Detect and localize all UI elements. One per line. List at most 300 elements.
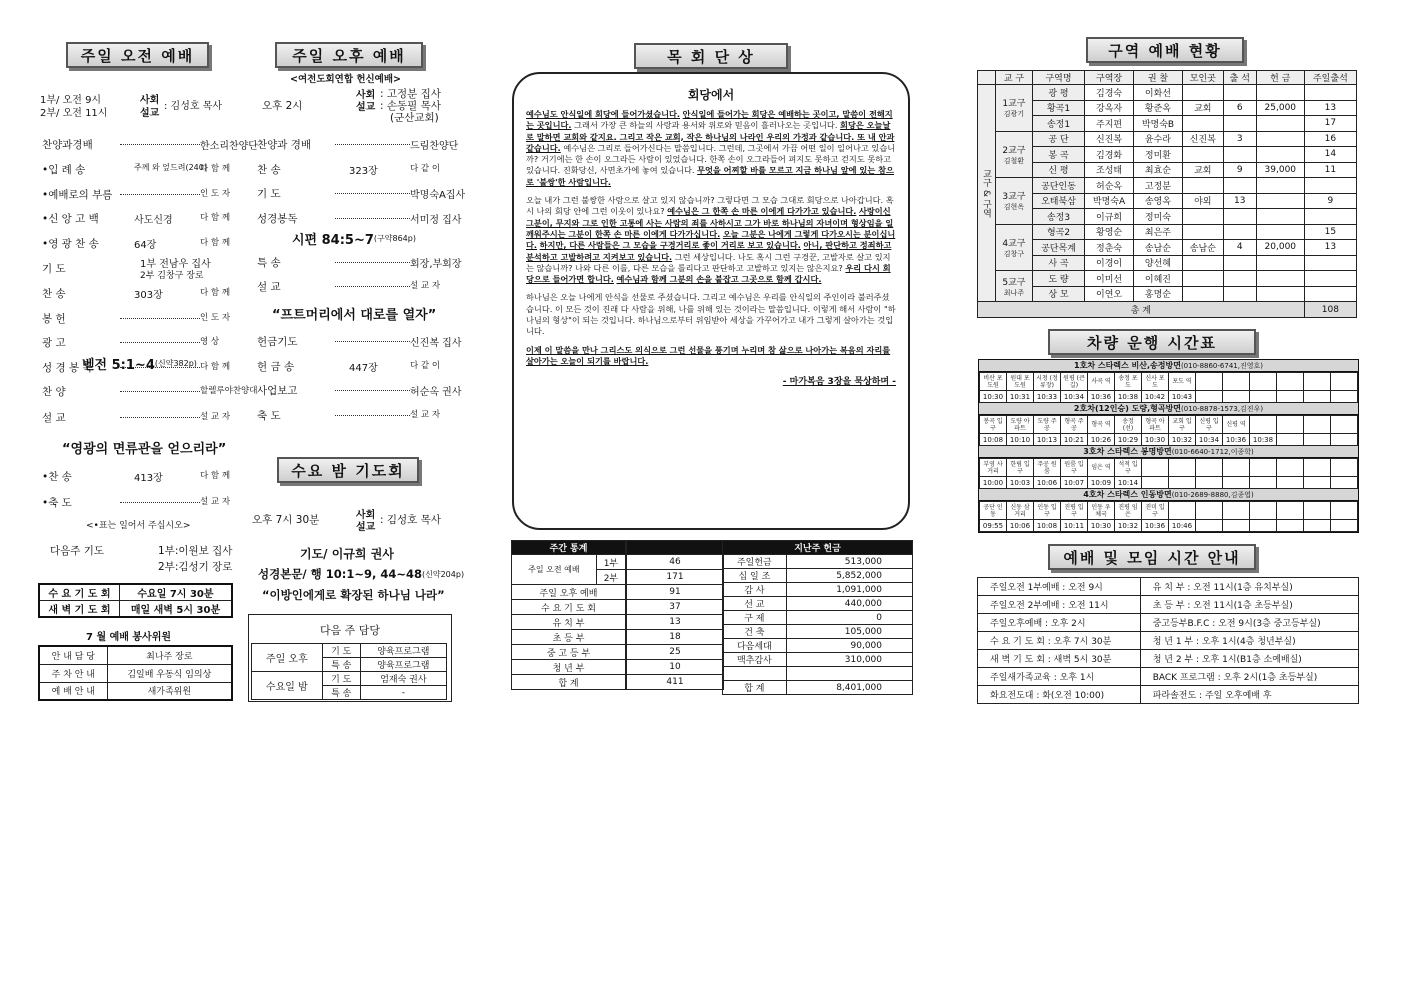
service-item-label: 찬 양 [42, 386, 66, 398]
stats-sub: 2부 [596, 570, 625, 585]
bus-time: 10:43 [1169, 391, 1196, 403]
district-cell: 광 평 [1032, 85, 1084, 101]
bus-time: 10:03 [1007, 477, 1034, 489]
bus-route-driver: (010-2689-8880,김종엽) [1171, 491, 1254, 499]
service-item-label: 특 송 [257, 257, 281, 269]
bus-stop: 형곡 아파트 [1142, 416, 1169, 434]
district-group-leader: 김철환 [1003, 156, 1025, 165]
column-sentence: 예수님도 안식일에 회당에 들어가셨습니다. [526, 109, 681, 119]
bus-schedule [978, 359, 1359, 533]
bus-route-name: 4호차 스타렉스 인동방면 [1083, 490, 1172, 499]
bus-stop: 부영 사거리 [980, 459, 1007, 477]
district-cell [1223, 271, 1256, 287]
district-row [978, 224, 1357, 240]
bus-time-empty [1250, 477, 1277, 489]
district-cell: 최효순 [1134, 162, 1183, 178]
schedule-item: 청 년 1 부 : 오후 1시(4층 청년부실) [1140, 632, 1358, 650]
service-item-person: 다 함 께 [200, 471, 231, 481]
district-cell [1304, 286, 1356, 302]
district-title: 구역 예배 현황 [1086, 37, 1244, 63]
district-group-name: 1교구 [1002, 99, 1026, 110]
bus-time-empty [1142, 477, 1169, 489]
offering-row [723, 653, 913, 667]
leader-dots [120, 194, 200, 195]
service-item-person: 다 함 께 [200, 163, 231, 174]
district-header: 구역명 [1032, 71, 1084, 85]
bus-time: 10:32 [1169, 434, 1196, 446]
bus-time-empty [1331, 434, 1358, 446]
column-sentence: 안식일에 들어가는 회당은 예배하는 곳이고, 말씀이 전해지는 곳입니다. [526, 109, 893, 131]
bus-time: 10:30 [980, 391, 1007, 403]
district-cell [1182, 85, 1223, 101]
stats-row [512, 615, 626, 630]
bus-stop: 진평 입구 [1061, 502, 1088, 520]
column-sentence: 예수님은 그리로 들어가신다는 말씀입니다. 그런데, 그곳에서 가끔 어떤 일이 일어나고 있습니까? 거기에는 한 손이 오그라든 사람이 있었습니다. 한쪽 손이 오그라들어 펴지도 못하고 걷지도 못하고 있습니다. 진화당신, 사면초가에 놓여 있습니다. [526, 142, 896, 176]
district-header: 모인곳 [1182, 71, 1223, 85]
service-item-detail: 447장 [349, 362, 378, 374]
service-item-label: 설 교 [257, 281, 281, 293]
service-item-person: 신진복 집사 [410, 338, 462, 349]
district-cell [1256, 286, 1304, 302]
wednesday-title: 수요 밤 기도회 [277, 457, 419, 483]
bus-stop: 임은 역 [1088, 459, 1115, 477]
pm-leader-label-2: 설교 [356, 102, 376, 113]
district-cell [1256, 224, 1304, 240]
column-sentence: 그리고 예수님은 우리를 안식일의 주인이라 불러주셨습니다. [526, 292, 890, 314]
bus-times-row [980, 477, 1358, 489]
service-item-person: 인 도 자 [200, 188, 231, 199]
leader-dots [335, 390, 410, 391]
stats-value-row [627, 585, 724, 600]
district-row [978, 147, 1357, 163]
offering-amount: 90,000 [786, 639, 912, 653]
bus-time-empty [1304, 391, 1331, 403]
district-row [978, 178, 1357, 194]
bus-stop-empty [1250, 373, 1277, 391]
service-item-label: 기 도 [257, 188, 281, 200]
bus-route-header [979, 360, 1358, 372]
bus-time: 10:31 [1007, 391, 1034, 403]
bus-stop: 교회 입구 [1169, 416, 1196, 434]
offering-amount: 105,000 [786, 625, 912, 639]
bus-time-empty [1304, 434, 1331, 446]
district-cell [1256, 209, 1304, 225]
afternoon-service-title: 주일 오후 예배 [275, 42, 423, 68]
bus-route-table [979, 372, 1358, 403]
bus-stop-empty [1331, 502, 1358, 520]
service-item-label: •축 도 [42, 497, 72, 509]
column-heading: 회당에서 [687, 88, 735, 102]
district-cell [1182, 178, 1223, 194]
service-item-detail: 주께 와 엎드려(240) [134, 162, 207, 172]
bus-route-driver: (010-6640-1712,이종학) [1171, 448, 1254, 456]
stats-row [512, 660, 626, 675]
district-group [996, 178, 1033, 225]
district-cell: 황준옥 [1134, 100, 1183, 116]
district-header: 주일출석 [1304, 71, 1356, 85]
column-paragraph [526, 195, 896, 285]
district-cell: 조성태 [1085, 162, 1134, 178]
bus-time: 10:26 [1088, 434, 1115, 446]
bus-time-empty [1169, 477, 1196, 489]
offering-row [723, 597, 913, 611]
district-cell: 봉 곡 [1032, 147, 1084, 163]
district-group-leader: 김현옥 [1003, 203, 1025, 212]
district-cell: 13 [1223, 193, 1256, 209]
district-header: 권 찰 [1134, 71, 1183, 85]
bus-stop: 진평 임은 [1115, 502, 1142, 520]
district-cell: 이혜진 [1134, 271, 1183, 287]
schedule-row [978, 632, 1359, 650]
district-cell: 상 모 [1032, 286, 1084, 302]
district-cell: 교회 [1182, 100, 1223, 116]
offering-label: 감 사 [723, 583, 787, 597]
district-cell: 홍명순 [1134, 286, 1183, 302]
bus-title: 차량 운행 시간표 [1048, 329, 1256, 355]
service-item-detail: 413장 [134, 473, 163, 484]
district-cell [1256, 147, 1304, 163]
district-cell: 송남순 [1182, 240, 1223, 256]
district-cell: 14 [1304, 147, 1356, 163]
offering-row [723, 555, 913, 569]
service-item-person: 한소리찬양단 [200, 141, 258, 152]
bus-stop-empty [1250, 502, 1277, 520]
stats-value: 91 [627, 585, 724, 600]
stats-value: 25 [627, 645, 724, 660]
bus-stop: 도량 아파트 [1007, 416, 1034, 434]
district-cell [1223, 255, 1256, 271]
bus-stops-row [980, 373, 1358, 391]
bus-time: 10:34 [1061, 391, 1088, 403]
bus-time-empty [1250, 520, 1277, 532]
district-group [996, 85, 1033, 132]
pm-leader-label-1: 사회 [356, 90, 376, 101]
afternoon-subtitle: <여전도회연합 헌신예배> [290, 74, 401, 85]
next-week-title: 다음 주 담당 [319, 624, 381, 637]
stats-label: 주일 오후 예배 [512, 585, 626, 600]
district-cell: 11 [1304, 162, 1356, 178]
service-item-detail: 64장 [134, 240, 157, 252]
service-item-person: 다 함 께 [200, 287, 231, 298]
district-header: 구역장 [1085, 71, 1134, 85]
bus-time-empty [1277, 520, 1304, 532]
stats-label: 유 치 부 [512, 615, 626, 630]
column-sentence: 오늘 그분은 나에게 그렇게 다가오시는 분이십니다. [526, 228, 896, 251]
bus-stop: 시청 (정류장) [1034, 373, 1061, 391]
stats-value: 37 [627, 600, 724, 615]
district-cell [1256, 85, 1304, 101]
bus-time-empty [1331, 391, 1358, 403]
schedule-title: 예배 및 모임 시간 안내 [1048, 544, 1256, 570]
stats-value: 13 [627, 615, 724, 630]
district-cell: 이규희 [1085, 209, 1134, 225]
schedule-item: BACK 프로그램 : 오후 2시(1층 초등부실) [1140, 668, 1358, 686]
stats-value: 411 [627, 675, 724, 690]
offering-amount: 5,852,000 [786, 569, 912, 583]
wed-sermon-title: “이방인에게로 확장된 하나님 나라” [262, 588, 445, 602]
bus-stop: 원룸 입구 [1061, 459, 1088, 477]
bus-time-empty [1277, 391, 1304, 403]
district-cell: 주지편 [1085, 116, 1134, 132]
service-item-label: 찬 송 [42, 287, 66, 300]
district-cell: 최은주 [1134, 224, 1183, 240]
service-item-label: •예배로의 부름 [42, 188, 113, 201]
offering-label: 다음세대 [723, 639, 787, 653]
bus-times-row [980, 520, 1358, 532]
service-item-person: 다 함 께 [200, 362, 231, 373]
offering-amount: 0 [786, 611, 912, 625]
leader-name: : 김성호 목사 [164, 101, 223, 112]
bus-stop: 한림 입구 [1007, 459, 1034, 477]
district-cell [1256, 271, 1304, 287]
bus-time-empty [1304, 520, 1331, 532]
bus-stop: 신사 포도 [1142, 373, 1169, 391]
stats-row [512, 555, 626, 570]
column-sentence: 나와 다른 이를, 다른 모습을 틀리다고 판단하고 고발하고 있지는 않은지요? [575, 262, 843, 273]
district-group-name: 4교구 [1002, 238, 1026, 249]
column-sentence: 예수님과 함께 그분의 손을 붙잡고 그곳으로 함께 갑시다. [616, 274, 822, 285]
column-sentence: 사랑이신 그분이, 무지와 그로 인한 고통에 사는 사람의 죄를 사하시고 그가 바로 하나님의 자녀이며 형상임을 일깨워주시는 그분이 한쪽 손 마른 이에게 다가가십니다. [526, 206, 894, 239]
service-item-label: •찬 송 [42, 471, 72, 483]
bus-stop: 석적 입구 [1115, 459, 1142, 477]
bus-stop: 포도 역 [1169, 373, 1196, 391]
bus-stops-row [980, 416, 1358, 434]
leader-dots [120, 144, 200, 145]
district-row [978, 255, 1357, 271]
morning-sermon-title: “영광의 면류관을 얻으리라” [62, 442, 227, 457]
offering-label: 맥추감사 [723, 653, 787, 667]
service-item-person: 설 교 자 [200, 412, 231, 422]
offering-label [723, 667, 787, 681]
wed-leader-label-1: 사회 [356, 510, 376, 521]
bus-stop-empty [1223, 502, 1250, 520]
bus-stop: 형곡 주공 [1061, 416, 1088, 434]
serve-table: 안 내 담 당 최나주 장로 주 차 안 내 김일배 우동식 임의상 예 배 안 내 새가족위원 [38, 645, 233, 701]
offering-row [723, 583, 913, 597]
district-cell [1223, 178, 1256, 194]
district-cell: 이경이 [1085, 255, 1134, 271]
offering-amount: 8,401,000 [786, 681, 912, 695]
service-item-person: 인 도 자 [200, 312, 231, 323]
bus-route-table [979, 415, 1358, 446]
offering-label: 건 축 [723, 625, 787, 639]
bus-time-empty [1304, 477, 1331, 489]
bus-route-table [979, 458, 1358, 489]
offering-row [723, 625, 913, 639]
afternoon-sermon-title: “프트머리에서 대로를 열자” [272, 308, 437, 323]
bus-time: 10:06 [1007, 520, 1034, 532]
service-item-person: 영 상 [200, 337, 220, 348]
column-sentence: 오늘 내가 그런 불쌍한 사람으로 살고 있지 않습니까? 그렇다면 그 모습 그대로 회당으로 나아갑니다. 혹시 나의 회당 안에 그런 이웃이 있나요? [526, 195, 894, 217]
district-cell [1304, 255, 1356, 271]
schedule-item: 초 등 부 : 오전 11시(1층 초등부실) [1140, 596, 1358, 614]
leader-dots [120, 318, 200, 319]
district-cell: 25,000 [1256, 100, 1304, 116]
leader-dots [335, 193, 410, 194]
column-sentence: 하나님은 오늘 나에게 안식을 선물로 주셨습니다. [526, 292, 700, 303]
district-group [996, 224, 1033, 271]
district-cell: 6 [1223, 100, 1256, 116]
service-item-label: 사업보고 [257, 385, 298, 397]
bus-route-name: 3호차 스타렉스 봉명방면 [1083, 447, 1172, 456]
stats-label: 수 요 기 도 회 [512, 600, 626, 615]
stats-value: 10 [627, 660, 724, 675]
district-cell [1182, 209, 1223, 225]
leader-dots [335, 415, 410, 416]
district-cell [1223, 286, 1256, 302]
column-sentence: 아니, 판단하고 정죄하고 분석하고 고발하려고 지켜보고 있습니다. [526, 240, 892, 262]
bus-stop-empty [1277, 373, 1304, 391]
bus-stop-empty [1250, 459, 1277, 477]
morning-service-title: 주일 오전 예배 [66, 42, 209, 68]
stats-row [512, 675, 626, 690]
bus-stop-empty [1304, 416, 1331, 434]
stats-label: 중 고 등 부 [512, 645, 626, 660]
stats-label: 청 년 부 [512, 660, 626, 675]
offering-table: 지난주 헌금 주일헌금 513,000 십 일 조 5,852,000 감 사 1,091,000 선 교 440,000 구 제 0 건 축 105,000 다음세대 90,000 맥추감사 310,000 합 계 8,401,000 [722, 540, 913, 695]
district-cell: 공단목계 [1032, 240, 1084, 256]
leader-label-1: 사회 [140, 95, 160, 106]
offering-amount [786, 667, 912, 681]
district-header: 출 석 [1223, 71, 1256, 85]
district-cell: 송영옥 [1134, 193, 1183, 209]
bus-stop: 송정 포도 [1115, 373, 1142, 391]
district-cell: 이미선 [1085, 271, 1134, 287]
district-total-label: 총 계 [978, 302, 1305, 318]
bus-time: 10:32 [1115, 520, 1142, 532]
bus-stop-empty [1169, 502, 1196, 520]
district-cell [1304, 209, 1356, 225]
column-sentence: 이렇게 해서 사람이 "하나님의 형상"이 되는 것입니다. [526, 303, 896, 326]
district-cell: 정미숙 [1134, 209, 1183, 225]
bus-stop-empty [1142, 459, 1169, 477]
offering-amount: 1,091,000 [786, 583, 912, 597]
bus-route-driver: (010-8860-6741,진영호) [1180, 362, 1263, 370]
service-item-label: 기 도 [42, 263, 66, 275]
bus-time-empty [1196, 520, 1223, 532]
stats-sub: 1부 [596, 555, 625, 570]
wed-time: 오후 7시 30분 [252, 514, 320, 526]
schedule-table [977, 577, 1359, 704]
bus-stop: 원대 포도원 [1007, 373, 1034, 391]
weekly-stats-values [626, 540, 724, 690]
bus-route-table [979, 501, 1358, 532]
bus-stops-row [980, 502, 1358, 520]
bus-times-row [980, 434, 1358, 446]
bus-stop: 진미 입구 [1142, 502, 1169, 520]
bus-stop: 비산 포도원 [980, 373, 1007, 391]
bus-time: 10:38 [1115, 391, 1142, 403]
leader-label-2: 설교 [140, 108, 160, 119]
district-cell [1256, 116, 1304, 132]
bus-time: 10:21 [1061, 434, 1088, 446]
column-sentence: 이제 이 말씀을 만나 그리스도 의식으로 그런 선물을 풍기며 누리며 참 삶으로 나아가는 복음의 자리를 살아가는 오늘이 되기를 바랍니다. [526, 344, 891, 366]
stats-row [512, 630, 626, 645]
district-cell: 이연오 [1085, 286, 1134, 302]
standing-note: <•표는 일어서 주십시오> [86, 521, 191, 531]
service-item-label: 헌 금 송 [257, 360, 295, 373]
bus-stops-row [980, 459, 1358, 477]
district-row [978, 116, 1357, 132]
column-sentence: 우리 다시 회당으로 들어가면 합니다. [526, 262, 891, 285]
bus-time: 10:36 [1223, 434, 1250, 446]
leader-dots [335, 218, 410, 219]
schedule-row [978, 578, 1359, 596]
district-cell [1304, 85, 1356, 101]
district-cell [1182, 271, 1223, 287]
offering-row [723, 569, 913, 583]
bus-time-empty [1277, 434, 1304, 446]
district-group-name: 5교구 [1002, 277, 1026, 288]
service-item-label: 찬 송 [257, 163, 281, 176]
offering-label: 구 제 [723, 611, 787, 625]
stats-value: 46 [627, 555, 724, 570]
leader-dots [120, 417, 200, 418]
weekly-stats-table: 주간 통계 주일 오전 예배 1부 2부 주일 오후 예배 수 요 기 도 회 유 치 부 초 등 부 중 고 등 부 청 년 부 합 계 [511, 540, 626, 690]
schedule-item: 청 년 2 부 : 오후 1시(B1층 소예배실) [1140, 650, 1358, 668]
stats-value: 18 [627, 630, 724, 645]
bus-time: 10:14 [1115, 477, 1142, 489]
bus-stop-empty [1277, 416, 1304, 434]
bus-times-row [980, 391, 1358, 403]
service-item-label: 축 도 [257, 409, 281, 422]
bus-stop-empty [1196, 502, 1223, 520]
bus-time-empty [1277, 477, 1304, 489]
column-sentence: 그래서 가장 큰 하늘의 사랑과 용서와 위로와 믿음이 흘러나오는 곳입니다. [574, 120, 838, 131]
column-sentence: 하나님으로부터 위임받아 세상을 가꾸어가고 내가 그렇게 살아가는 것입니다. [526, 315, 894, 337]
district-cell [1182, 147, 1223, 163]
bus-stop-empty [1277, 459, 1304, 477]
service-item-person: 할렐루야찬양대 [200, 386, 258, 396]
service-item-person: 다 함 께 [200, 238, 231, 249]
service-item-person: 드림찬양단 [410, 141, 459, 152]
district-cell: 공단인동 [1032, 178, 1084, 194]
bus-route-driver: (010-8878-1573,김진우) [1181, 405, 1264, 413]
district-cell [1223, 147, 1256, 163]
column-sentence: 예수님은 그 한쪽 손 마른 이에게 다가가고 있습니다. [667, 206, 857, 217]
bus-route-header [979, 489, 1358, 501]
leader-dots [335, 341, 410, 342]
bus-stop-empty [1223, 459, 1250, 477]
district-cell: 39,000 [1256, 162, 1304, 178]
stats-row [512, 645, 626, 660]
district-cell: 9 [1304, 193, 1356, 209]
district-cell: 도 량 [1032, 271, 1084, 287]
district-cell [1256, 131, 1304, 147]
district-cell: 고정분 [1134, 178, 1183, 194]
wed-leader: : 김성호 목사 [380, 514, 441, 526]
afternoon-time: 오후 2시 [262, 100, 303, 112]
district-cell: 야외 [1182, 193, 1223, 209]
district-cell: 13 [1304, 240, 1356, 256]
district-cell: 정춘숙 [1085, 240, 1134, 256]
bus-stop: 공단 인동 [980, 502, 1007, 520]
district-row [978, 240, 1357, 256]
service-item-detail: 323장 [349, 165, 378, 177]
bus-time: 10:42 [1142, 391, 1169, 403]
stats-row [512, 600, 626, 615]
district-total-row [978, 302, 1357, 318]
district-cell: 허순옥 [1085, 178, 1134, 194]
district-cell: 윤수라 [1134, 131, 1183, 147]
schedule-row [978, 668, 1359, 686]
bus-time-empty [1196, 477, 1223, 489]
district-cell [1182, 286, 1223, 302]
offering-amount: 513,000 [786, 555, 912, 569]
bus-stop: 인동 입구 [1034, 502, 1061, 520]
bus-stop-empty [1331, 459, 1358, 477]
district-cell: 정미환 [1134, 147, 1183, 163]
